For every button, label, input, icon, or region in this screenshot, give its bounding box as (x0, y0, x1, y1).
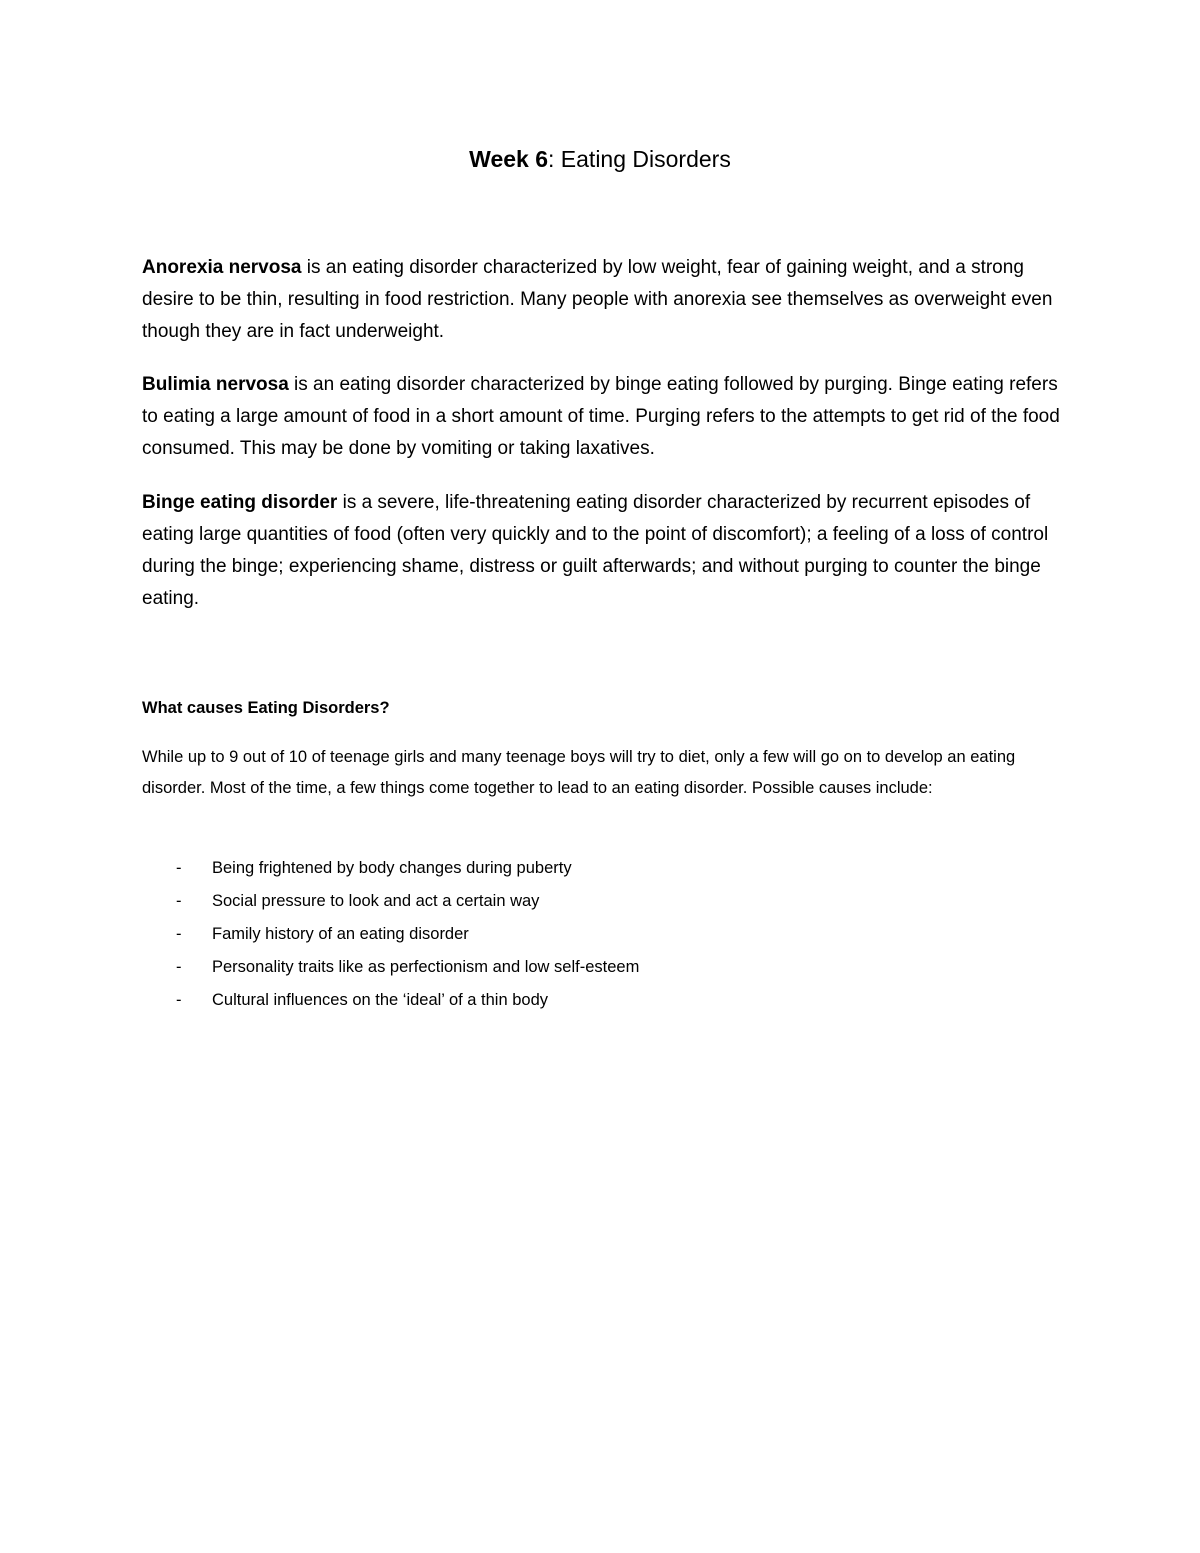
definition-term: Binge eating disorder (142, 492, 338, 513)
list-item-text: Cultural influences on the ‘ideal’ of a thin body (212, 991, 549, 1009)
list-item (142, 918, 639, 951)
list-item-text: Personality traits like as perfectionism and low self-esteem (212, 958, 640, 976)
list-marker: - (176, 859, 182, 877)
list-item-text: Family history of an eating disorder (212, 925, 469, 943)
list-marker: - (176, 892, 182, 910)
title-colon: : (548, 146, 555, 172)
title-topic: Eating Disorders (554, 146, 731, 172)
causes-heading: What causes Eating Disorders? (142, 699, 390, 717)
list-item-text: Social pressure to look and act a certain way (212, 892, 540, 910)
list-marker: - (176, 925, 182, 943)
list-item-text: Being frightened by body changes during puberty (212, 859, 572, 877)
definition-binge-eating (142, 487, 1062, 615)
list-item (142, 852, 639, 885)
causes-intro-paragraph: While up to 9 out of 10 of teenage girls and many teenage boys will try to diet, only a few will go on to develop an eating disorder. Most of the time, a few things come together to lead to an eating disorder. Possible causes include: (142, 748, 1016, 797)
definition-text: is an eating disorder characterized by low weight, fear of gaining weight, and a strong desire to be thin, resulting in food restriction. Many people with anorexia see themselves as overweight even though they are in fact underweight. (142, 257, 1053, 342)
title-week-label: Week 6 (469, 146, 549, 172)
list-marker: - (176, 991, 182, 1009)
definition-anorexia (142, 252, 1062, 348)
list-item (142, 951, 639, 984)
causes-list (142, 852, 639, 1017)
definition-term: Anorexia nervosa (142, 257, 302, 278)
definition-text: is a severe, life-threatening eating disorder characterized by recurrent episodes of eating large quantities of food (often very quickly and to the point of discomfort); a feeling of a loss of control during the binge; experiencing shame, distress or guilt afterwards; and without purging to counter the binge eating. (142, 492, 1049, 609)
list-item (142, 885, 639, 918)
definition-bulimia (142, 369, 1062, 465)
list-item (142, 984, 639, 1017)
page-title (0, 142, 1200, 176)
list-marker: - (176, 958, 182, 976)
definition-term: Bulimia nervosa (142, 374, 289, 395)
definition-text: is an eating disorder characterized by binge eating followed by purging. Binge eating refers to eating a large amount of food in a short amount of time. Purging refers to the attempts to get rid of the food consumed. This may be done by vomiting or taking laxatives. (142, 374, 1060, 459)
